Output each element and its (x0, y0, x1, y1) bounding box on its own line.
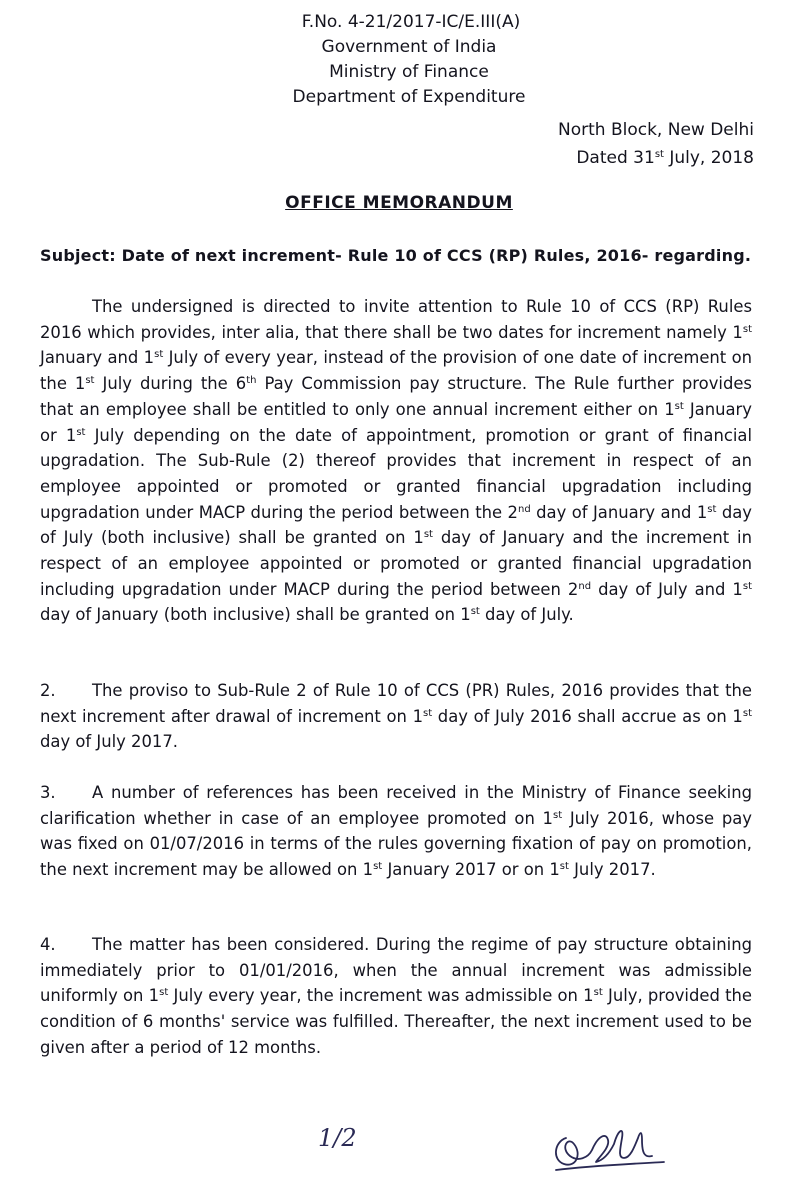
government-line: Government of India (321, 37, 497, 57)
paragraph-number: 4. (40, 935, 56, 954)
place-and-date (558, 116, 754, 172)
handwritten-page-number: 1/2 (318, 1124, 357, 1152)
file-number: F.No. 4-21/2017-IC/E.III(A) (301, 12, 521, 32)
paragraph-4: 4. The matter has been considered. During the regime of pay structure obtaining immediately prior to 01/01/2016, when the annual increment was admissible uniformly on 1st July every year, the increment was admissible on 1st July, provided the condition of 6 months' service was fulfilled. Thereafter, the next increment used to be given after a period of 12 months. (40, 932, 752, 1061)
paragraph-number: 3. (40, 783, 56, 802)
paragraph-2: 2. The proviso to Sub-Rule 2 of Rule 10 of CCS (PR) Rules, 2016 provides that the next increment after drawal of increment on 1st day of July 2016 shall accrue as on 1st day of July 2017. (40, 678, 752, 755)
date-line: Dated 31st July, 2018 (576, 148, 754, 168)
department-line: Department of Expenditure (292, 87, 526, 107)
paragraph-number: 2. (40, 681, 56, 700)
ministry-line: Ministry of Finance (329, 62, 489, 82)
memo-title: OFFICE MEMORANDUM (285, 193, 513, 213)
subject-line: Subject: Date of next increment- Rule 10 of CCS (RP) Rules, 2016- regarding. (40, 246, 752, 265)
letterhead (0, 10, 794, 110)
paragraph-3: 3. A number of references has been received in the Ministry of Finance seeking clarification whether in case of an employee promoted on 1st July 2016, whose pay was fixed on 01/07/2016 in terms of the rules governing fixation of pay on promotion, the next increment may be allowed on 1st January 2017 or on 1st July 2017. (40, 780, 752, 883)
location: North Block, New Delhi (558, 120, 754, 140)
signature-image (548, 1118, 668, 1178)
paragraph-1: The undersigned is directed to invite attention to Rule 10 of CCS (RP) Rules 2016 which provides, inter alia, that there shall be two dates for increment namely 1st January and 1st July of every year, instead of the provision of one date of increment on the 1st July during the 6th Pay Commission pay structure. The Rule further provides that an employee shall be entitled to only one annual increment either on 1st January or 1st July depending on the date of appointment, promotion or grant of financial upgradation. The Sub-Rule (2) thereof provides that increment in respect of an employee appointed or promoted or granted financial upgradation including upgradation under MACP during the period between the 2nd day of January and 1st day of July (both inclusive) shall be granted on 1st day of January and the increment in respect of an employee appointed or promoted or granted financial upgradation including upgradation under MACP during the period between 2nd day of July and 1st day of January (both inclusive) shall be granted on 1st day of July. (40, 297, 753, 625)
